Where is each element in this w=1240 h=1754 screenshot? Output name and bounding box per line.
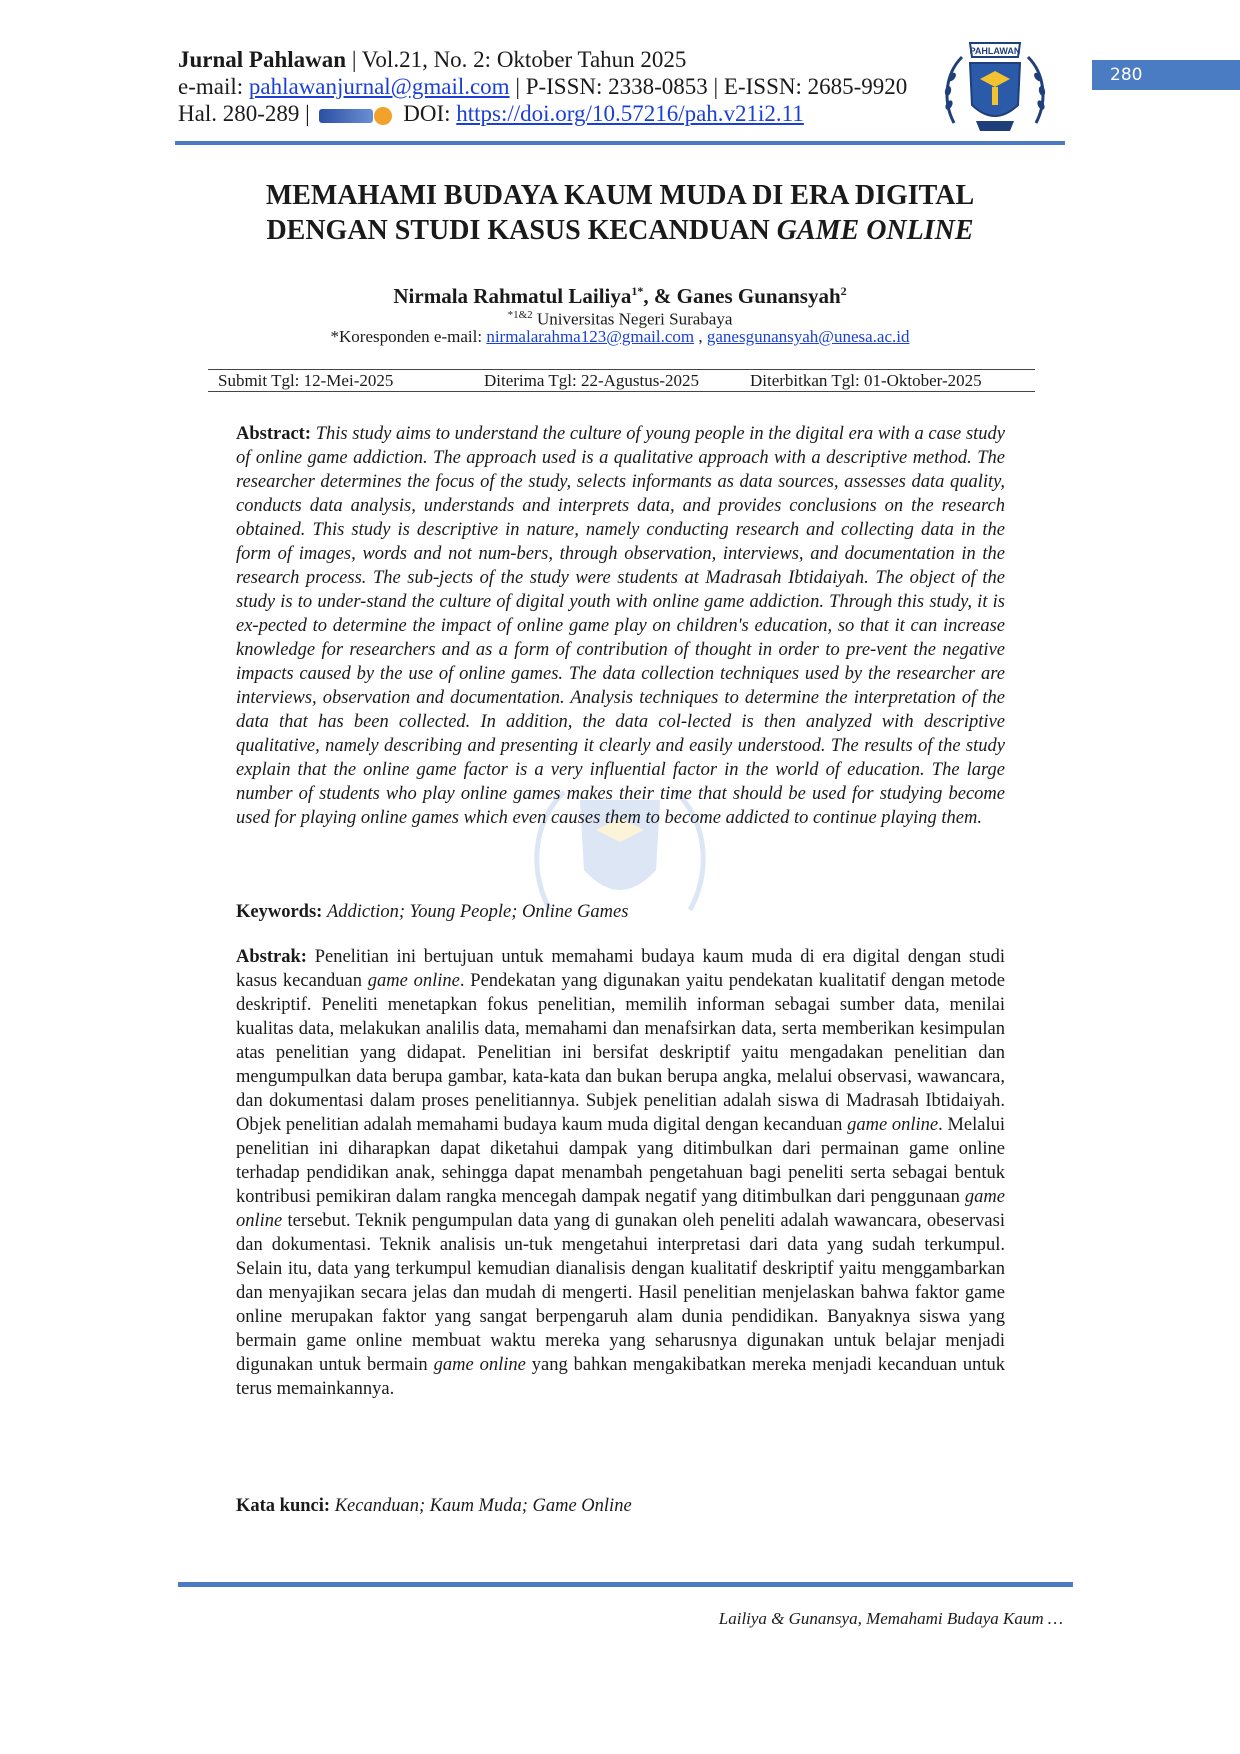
keywords-indonesian: [236, 1494, 1005, 1518]
dates-bottom-rule: [208, 391, 1035, 392]
journal-title-line: Jurnal Pahlawan | Vol.21, No. 2: Oktober Tahun 2025: [178, 47, 687, 72]
abstrak-italic-1: game online: [367, 971, 460, 991]
footer-divider: [178, 1582, 1073, 1587]
doi-label: DOI:: [403, 101, 451, 126]
abstrak-italic-3: game online: [236, 1187, 1005, 1231]
abstrak-text-2: . Pendekatan yang digunakan yaitu pendekatan kualitatif dengan metode deskriptif. Peneliti menetapkan fokus penelitian, memilih informan sebagai sumber data, menilai kualitas data, melakukan analilis data, memahami dan menafsirkan data, serta memberikan kesimpulan atas penelitian yang didapat. Penelitian ini bersifat deskriptif yaitu mengadakan penelitian dan mengumpulkan data berupa gambar, kata-kata dan bukan berupa angka, melalui observasi, wawancara, dan dokumentasi dalam proses penelitiannya. Subjek penelitian adalah siswa di Madrasah Ibtidaiyah. Objek penelitian adalah memahami budaya kaum muda digital dengan kecanduan: [236, 971, 1005, 1135]
journal-email-link[interactable]: pahlawanjurnal@gmail.com: [248, 74, 510, 99]
author-2-sup: 2: [840, 284, 847, 298]
journal-doi-line: Hal. 280-289 | DOI: https://doi.org/10.57216/pah.v21i2.11: [178, 101, 804, 126]
p-issn: P-ISSN: 2338-0853: [525, 74, 708, 99]
abstrak-label: Abstrak:: [236, 947, 307, 967]
affiliation-sup: *1&2: [507, 309, 533, 321]
author-1-sup: 1*: [631, 284, 644, 298]
volume-info: Vol.21, No. 2: Oktober Tahun 2025: [361, 47, 687, 72]
abstrak-text-4: tersebut. Teknik pengumpulan data yang di gunakan oleh peneliti adalah wawancara, obeservasi dan dokumentasi. Teknik analisis un-tuk mengetahui interpretasi dari data yang sudah terkumpul. Selain itu, data yang terkumpul kemudian dianalisis dengan kualitatif deskriptif yaitu menggambarkan dan menyajikan secara jelas dan mudah di mengerti. Hasil penelitian menjelaskan bahwa faktor game online merupakan faktor yang sangat berpengaruh alam dunia pendidikan. Banyaknya siswa yang bermain game online membuat waktu mereka yang seharusnya digunakan untuk belajar menjadi digunakan untuk bermain: [236, 1211, 1005, 1375]
header-divider: [175, 141, 1065, 145]
email-label: e-mail:: [178, 74, 244, 99]
accepted-date: Diterima Tgl: 22-Agustus-2025: [484, 371, 699, 390]
abstrak-text-5: yang bahkan mengakibatkan mereka menjadi kecanduan untuk terus memainkannya.: [236, 1355, 1005, 1399]
corresponding-email: *Koresponden e-mail: nirmalarahma123@gmail.com , ganesgunansyah@unesa.ac.id: [330, 327, 910, 346]
article-title: [175, 178, 1065, 248]
title-line-2: [175, 213, 1065, 248]
e-issn: E-ISSN: 2685-9920: [723, 74, 908, 99]
affiliation-name: Universitas Negeri Surabaya: [536, 309, 733, 329]
journal-name: Jurnal Pahlawan: [178, 47, 347, 72]
page-number: 280: [1092, 60, 1240, 90]
submit-date: Submit Tgl: 12-Mei-2025: [218, 371, 394, 390]
title-line-1: MEMAHAMI BUDAYA KAUM MUDA DI ERA DIGITAL: [265, 180, 975, 211]
abstract-text: This study aims to understand the culture of young people in the digital era with a case study of online game addiction. The approach used is a qualitative approach with a descriptive method. The researcher determines the focus of the study, selects informants as data sources, assesses data quality, conducts data analysis, understands and interprets data, and provides conclusions on the research obtained. This study is descriptive in nature, namely conducting research and collecting data in the form of images, words and not num-bers, through observation, interviews, and documentation in the research process. The sub-jects of the study were students at Madrasah Ibtidaiyah. The object of the study is to under-stand the culture of digital youth with online game addiction. Through this study, it is ex-pected to determine the impact of online game play on children's education, so that it can increase knowledge for researchers and as a form of contribution of thought in order to pre-vent the negative impacts caused by the use of online games. The data collection techniques used by the researcher are interviews, observation and documentation. Analysis techniques to determine the interpretation of the data that has been collected. In addition, the data col-lected is then analyzed with descriptive qualitative, namely describing and presenting it clearly and easily understood. The results of the study explain that the online game factor is a very influential factor in the world of education. The large number of students who play online games makes their time that should be used for studying become used for playing online games which even causes them to become addicted to continue playing them.: [236, 424, 1005, 828]
crossref-logo-icon: [319, 106, 393, 126]
keywords-label: Keywords:: [236, 902, 323, 922]
abstract-label: Abstract:: [236, 424, 312, 444]
title-line-2-italic: GAME ONLINE: [776, 215, 974, 246]
running-title: Lailiya & Gunansya, Memahami Budaya Kaum …: [718, 1609, 1063, 1628]
corr-email-1-link[interactable]: nirmalarahma123@gmail.com: [486, 327, 695, 346]
kata-kunci-label: Kata kunci:: [236, 1496, 331, 1516]
title-line-2-plain: DENGAN STUDI KASUS KECANDUAN: [266, 215, 777, 246]
author-separator: , &: [643, 284, 677, 308]
abstrak-text-3: . Melalui penelitian ini diharapkan dapat diketahui dampak yang ditimbulkan dari permainan game online terhadap pendidikan anak, sehingga dapat menambah pengetahuan bagi peneliti serta sebagai bentuk kontribusi pemikiran dalam rangka mencegah dampak negatif yang ditimbulkan dari penggunaan: [236, 1115, 1005, 1207]
abstrak-text-1: Penelitian ini bertujuan untuk memahami budaya kaum muda di era digital dengan studi kasus kecanduan: [236, 947, 1005, 991]
keywords-english: [236, 900, 1005, 924]
published-date: Diterbitkan Tgl: 01-Oktober-2025: [750, 371, 982, 390]
keywords-text: Addiction; Young People; Online Games: [326, 902, 629, 922]
journal-header: [178, 46, 907, 127]
corr-label: *Koresponden e-mail:: [330, 327, 483, 346]
journal-logo-icon: [940, 35, 1050, 135]
abstract-english: [236, 422, 1005, 830]
corr-email-2-link[interactable]: ganesgunansyah@unesa.ac.id: [706, 327, 910, 346]
kata-kunci-text: Kecanduan; Kaum Muda; Game Online: [334, 1496, 632, 1516]
author-1: Nirmala Rahmatul Lailiya: [393, 284, 632, 308]
journal-contact-line: e-mail: pahlawanjurnal@gmail.com | P-ISSN: 2338-0853 | E-ISSN: 2685-9920: [178, 74, 908, 99]
abstrak-italic-2: game online: [847, 1115, 939, 1135]
doi-link[interactable]: https://doi.org/10.57216/pah.v21i2.11: [456, 101, 804, 126]
page-range: Hal. 280-289: [178, 101, 300, 126]
logo-text: PAHLAWAN: [969, 46, 1021, 56]
author-2: Ganes Gunansyah: [676, 284, 841, 308]
abstract-indonesian: [236, 945, 1005, 1401]
submission-dates: [208, 370, 1035, 391]
abstrak-italic-4: game online: [433, 1355, 526, 1375]
